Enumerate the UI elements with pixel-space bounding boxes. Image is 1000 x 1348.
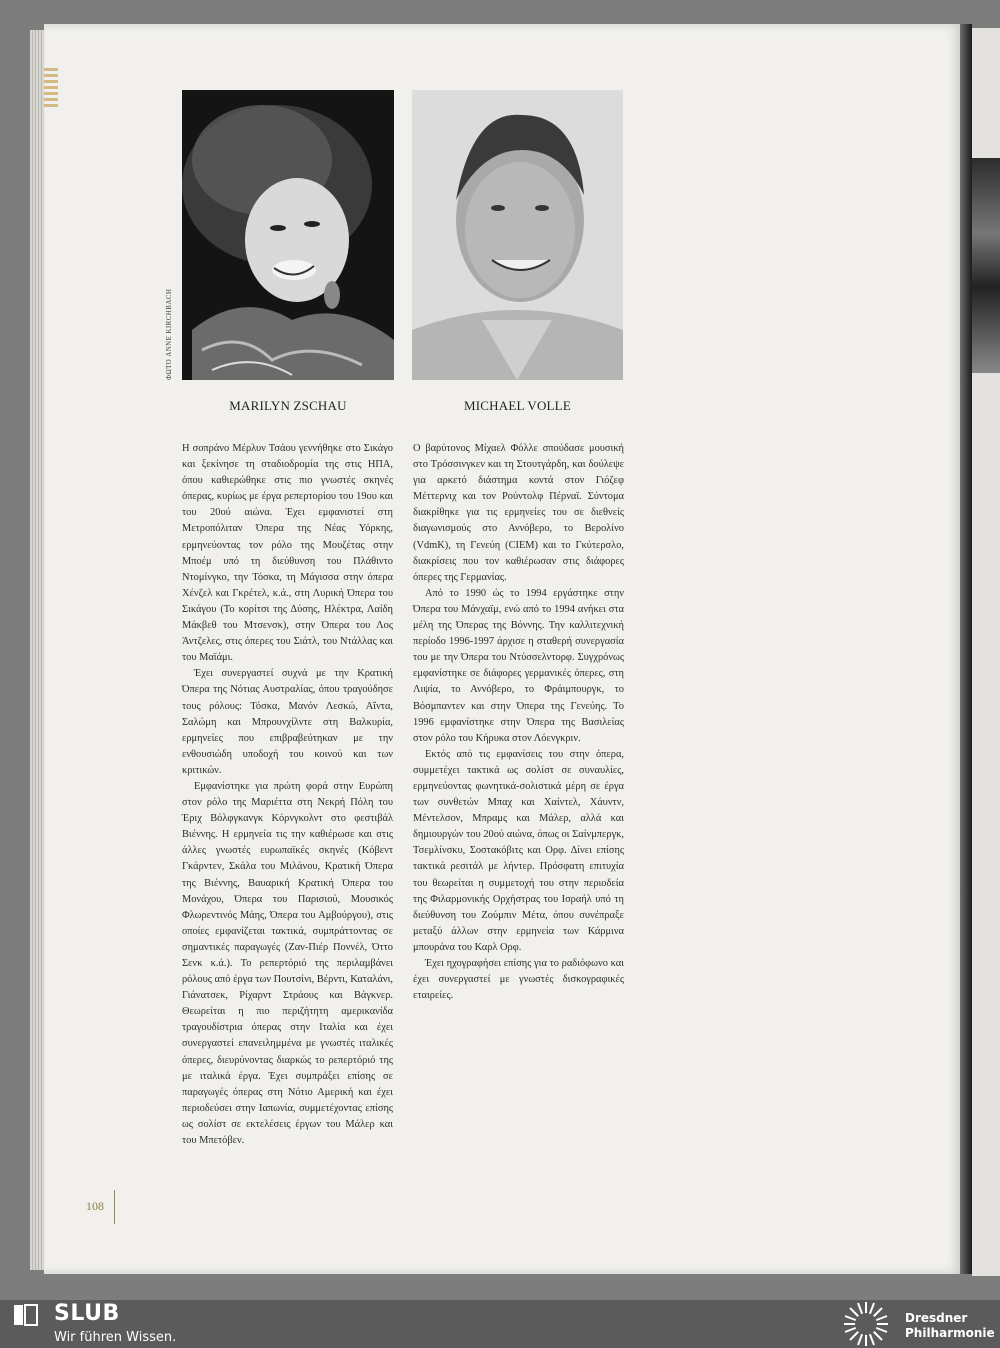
partner-name-line2[interactable]: Philharmonie	[905, 1326, 995, 1340]
paragraph: Έχει συνεργαστεί συχνά με την Κρατική Όπερα της Νότιας Αυστραλίας, όπου τραγούδησε τους ρόλους: Τόσκα, Μανόν Λεσκώ, Αΐντα, Σαλώμη και Μπρουνχίλντε στη Βαλκυρία, ερμηνείες που επιβραβεύτηκαν με την ενθουσιώδη υποδοχή του κοινού και των κριτικών.	[182, 668, 393, 776]
name-michael-volle: MICHAEL VOLLE	[464, 398, 571, 413]
photo-credit: ΦΩΤΟ ANNE KIRCHBACH	[165, 288, 173, 380]
facing-page-photo-fragment	[972, 158, 1000, 373]
page-number: 108	[86, 1199, 104, 1213]
sunburst-logo-icon	[840, 1300, 892, 1348]
footer-tagline: Wir führen Wissen.	[54, 1330, 177, 1345]
biography-left-column	[182, 441, 393, 1149]
biography-right-column	[413, 441, 624, 1004]
paragraph: Εκτός από τις εμφανίσεις του στην όπερα, συμμετέχει τακτικά ως σολίστ σε συναυλίες, ερμηνεύοντας φωνητικά-σολιστικά μέρη σε έργα των συνθετών Μπαχ και Χαίντελ, Χάυντν, Μέντελσον, Μπραμς και Μάλερ, αλλά και δημιουργών του 20ού αιώνα, όπως οι Σαίνμπεργκ, Τσεμλίνσκυ, Σοστακόβιτς και Ορφ. Δίνει επίσης τακτικά ρεσιτάλ με λήντερ. Πρόσφατη επιτυχία του θεωρείται η συμμετοχή του στην περιοδεία της Φιλαρμονικής Ορχήστρας του Ισραήλ υπό τη διεύθυνση του Ζούμπιν Μέτα, όπου συνέπραξε μεταξύ άλλων στην ερμηνεία των Κάρμινα μπουράνα του Καρλ Ορφ.	[413, 748, 624, 953]
paragraph: Η σοπράνο Μέρλυν Τσάου γεννήθηκε στο Σικάγο και ξεκίνησε τη σταδιοδρομία της στις ΗΠΑ, όπου καθιερώθηκε στις πιο γνωστές σκηνές όπερας, κυρίως με έργα ρεπερτορίου του 19ου και του 20ού αιώνα. Έχει εμφανιστεί στη Μετροπόλιταν Όπερα της Νέας Υόρκης, ερμηνεύοντας τον ρόλο της Μουζέτας στην Μποέμ υπό τη διεύθυνση του Πλάθιντο Ντομίνγκο, την Τόσκα, τη Μάγισσα στην όπερα Χένζελ και Γκρέτελ, κ.ά., στη Λυρική Όπερα του Σικάγου (Το κορίτσι της Δύσης, Ηλέκτρα, Λαίδη Μάκβεθ του Μτσενσκ), στην Όπερα του Λος Άντζελες, στις όπερες του Σιάτλ, του Ντάλλας και του Μαϊάμι.	[182, 443, 393, 664]
page-edge-marks	[44, 68, 58, 108]
partner-name-line1[interactable]: Dresdner	[905, 1311, 968, 1325]
paragraph: Έχει ηχογραφήσει επίσης για το ραδιόφωνο και έχει συνεργαστεί με γνωστές δισκογραφικές εταιρείες.	[413, 958, 624, 1002]
paragraph: Εμφανίστηκε για πρώτη φορά στην Ευρώπη στον ρόλο της Μαριέττα στη Νεκρή Πόλη του Έριχ Βόλφγκανγκ Κόρνγκολντ στο φεστιβάλ Βιέννης. Η ερμηνεία τις την καθιέρωσε και στις άλλες γνωστές ευρωπαϊκές σκηνές (Κόβεντ Γκάρντεν, Σκάλα του Μιλάνου, Κρατική Όπερα της Βιέννης, Βαυαρική Κρατική Όπερα του Μονάχου, Όπερα του Παρισιού, Μουσικός Φλωρεντινός Μάης, Όπερα του Αμβούργου), στις οποίες εμφανίζεται τακτικά, συμπράττοντας σε σημαντικές παραγωγές (Ζαν-Πιέρ Ποννέλ, Όττο Σενκ κ.ά.). Το ρεπερτόριό της περιλαμβάνει ρόλους από έργα των Πουτσίνι, Βέρντι, Καταλάνι, Γιάνατσεκ, Ρίχαρντ Στράους και Βάγκνερ. Θεωρείται η πιο περιζήτητη αμερικανίδα τραγουδίστρια όπερας στην Ιταλία και έχει συνεργαστεί επανειλημμένα με γνωστές ιταλικές όπερες, διευρύνοντας διαρκώς το ρεπερτόριό της με ιταλικά έργα. Έχει συμπράξει επίσης σε παραγωγές όπερας στη Νότιο Αμερική και έχει περιοδεύσει στην Ιαπωνία, συμμετέχοντας επίσης ως σολίστ σε εκτελέσεις έργων του Μάλερ και του Μπετόβεν.	[182, 780, 393, 1147]
page-number-rule	[114, 1190, 115, 1224]
portrait-marilyn-zschau	[182, 90, 394, 380]
name-marilyn-zschau: MARILYN ZSCHAU	[229, 398, 347, 413]
paragraph: Ο βαρύτονος Μίχαελ Φόλλε σπούδασε μουσική στο Τρόσσινγκεν και τη Στουτγάρδη, και δούλεψε για αρκετό διάστημα κοντά στον Γιόζεφ Μέττερνιχ και τον Ρούντολφ Πέρναϊ. Σύντομα διακρίθηκε για τις ερμηνείες του σε διεθνείς διαγωνισμούς στο Αννόβερο, το Βερολίνο (VdmK), τη Γενεύη (CIEM) και το Γκύτερσλο, διακρίσεις που τον καθιέρωσαν στις διάφορες όπερες της Γερμανίας.	[413, 443, 624, 583]
paragraph: Από το 1990 ώς το 1994 εργάστηκε στην Όπερα του Μάνχαϊμ, ενώ από το 1994 ανήκει στα μέλη της Όπερας της Βόννης. Την καλλιτεχνική περίοδο 1996-1997 άρχισε η σταθερή συνεργασία του με την Όπερα του Ντύσσελντορφ. Συγχρόνως εμφανίστηκε σε διάφορες γερμανικές όπερες, στη Λιψία, το Αννόβερο, το Φράιμπουργκ, το Βόσμπαντεν και στην Όπερα της Γενεύης. Το 1996 εμφανίστηκε στην Όπερα της Βασιλείας στον ρόλο του Κήρυκα στον Λόενγκριν.	[413, 587, 624, 744]
portrait-michael-volle	[412, 90, 623, 380]
book-gutter	[960, 24, 972, 1274]
slub-logo-icon	[14, 1303, 38, 1327]
footer-brand[interactable]: SLUB	[54, 1301, 120, 1326]
